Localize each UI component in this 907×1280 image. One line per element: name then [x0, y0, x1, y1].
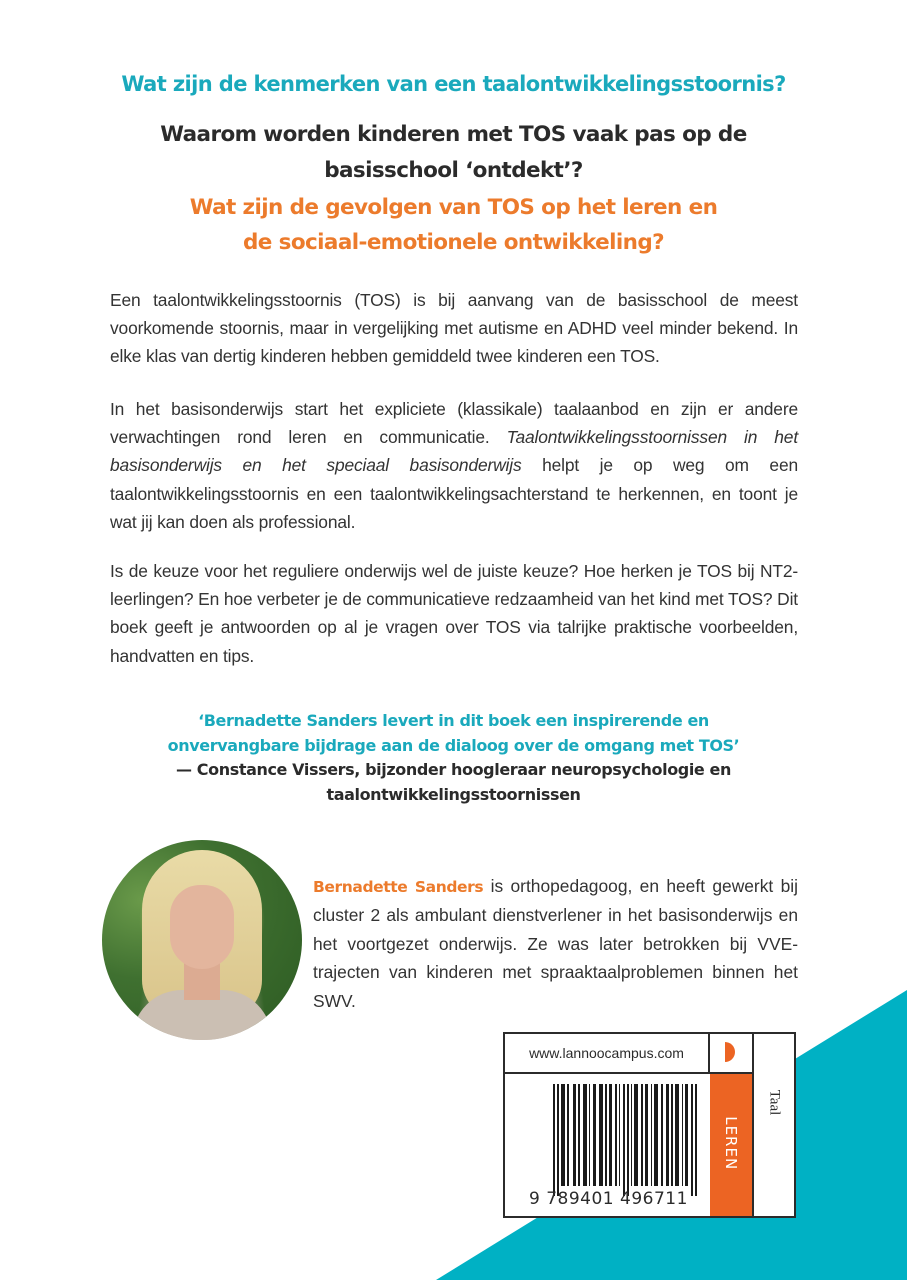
paragraph-questions: Is de keuze voor het reguliere onderwijs wel de juiste keuze? Hoe herken je TOS bij NT2-leerlingen? En hoe verbeter je de communicatieve redzaamheid van het kind met TOS? Dit boek geeft je antwoorden op al je vragen over TOS via talrijke praktische voorbeelden, handvatten en tips. — [110, 561, 798, 666]
publisher-url[interactable]: www.lannoocampus.com — [505, 1034, 710, 1074]
heading-question-2-line-2: basisschool ‘ontdekt’? — [324, 158, 583, 183]
publisher-label — [503, 1032, 796, 1218]
author-photo — [102, 840, 302, 1040]
paragraph-text: helpt je op weg om een taalontwikkelingsstoornis en een taalontwikkelingsachterstand te herkennen, en toont je wat jij kan doen als professional. — [110, 455, 798, 532]
heading-question-2 — [0, 117, 907, 189]
photo-face — [170, 885, 234, 969]
series-label: LEREN — [722, 1116, 740, 1171]
heading-question-3-line-2: de sociaal-emotionele ontwikkeling? — [242, 230, 665, 255]
series-band — [710, 1074, 754, 1216]
paragraph-intro: Een taalontwikkelingsstoornis (TOS) is bij aanvang van de basisschool de meest voorkomende stoornis, maar in vergelijking met autisme en ADHD veel minder bekend. In elke klas van dertig kinderen hebben gemiddeld twee kinderen een TOS. — [110, 290, 798, 367]
quote-attribution-2: taalontwikkelingsstoornissen — [326, 784, 581, 804]
half-circle-icon — [725, 1042, 735, 1062]
heading-question-3 — [0, 190, 907, 260]
author-name: Bernadette Sanders — [313, 878, 484, 896]
author-bio — [313, 872, 798, 1015]
isbn-number: 9 789401 496711 — [529, 1189, 688, 1209]
heading-question-2-line-1: Waarom worden kinderen met TOS vaak pas op de — [160, 122, 747, 147]
quote-attribution-1: — Constance Vissers, bijzonder hoogleraar neuropsychologie en — [176, 760, 731, 779]
paragraph-basisonderwijs — [110, 395, 798, 536]
paragraph-text: In het basisonderwijs start het expliciete (klassikale) taalaanbod en zijn er andere verwachtingen rond leren en communicatie. — [110, 399, 798, 448]
barcode-icon — [553, 1084, 701, 1196]
publisher-logo-icon — [710, 1034, 754, 1074]
quote-line-1: ‘Bernadette Sanders levert in dit boek een inspirerende en — [198, 711, 709, 730]
book-title-italic: Taalontwikkelingsstoornissen in het basisonderwijs en het speciaal basisonderwijs — [110, 427, 798, 476]
heading-question-3-line-1: Wat zijn de gevolgen van TOS op het leren en — [189, 195, 718, 220]
quote-line-2: onvervangbare bijdrage aan de dialoog over de omgang met TOS’ — [167, 735, 740, 755]
category-band — [754, 1034, 794, 1216]
author-bio-text: is orthopedagoog, en heeft gewerkt bij cluster 2 als ambulant dienstverlener in het basisonderwijs en het voortgezet onderwijs. Ze was later betrokken bij VVE-trajecten van kinderen met spraaktaalproblemen binnen het SWV. — [313, 876, 798, 1011]
category-label: Taal — [766, 1089, 783, 1116]
heading-question-1: Wat zijn de kenmerken van een taalontwikkelingsstoornis? — [121, 72, 786, 96]
endorsement-quote — [80, 709, 827, 807]
